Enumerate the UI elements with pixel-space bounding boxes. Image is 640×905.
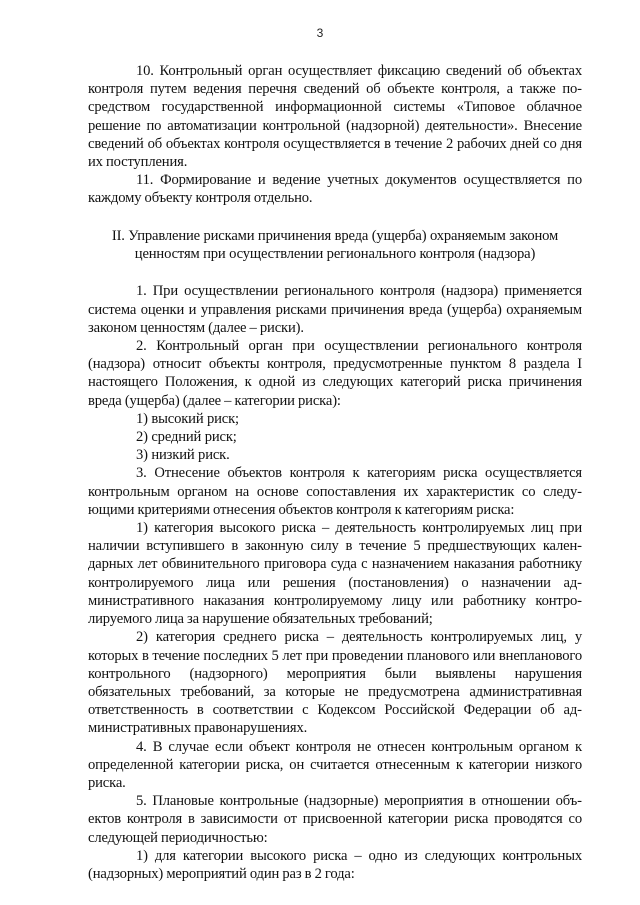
risk-category-low: 3) низкий риск. xyxy=(136,447,230,464)
paragraph-5-1: 1) для категории высокого риска – одно из следующих контрольных (надзорных) мероприятий один раз в 2 года: xyxy=(88,847,582,882)
paragraph-5: 5. Плановые контрольные (надзорные) мероприятия в отношении объектов контроля в зависимости от присвоенной категории риска проводятся со следующей периодичностью: xyxy=(88,793,582,846)
paragraph-10: 10. Контрольный орган осуществляет фиксацию сведений об объектах контроля путем ведения перечня сведений об объекте контроля, а также посредством государственной информационной системы «Типовое облачное решение по автоматизации контрольной (надзорной) деятельности». Внесение сведений об объектах контроля осуществляется в течение 2 рабочих дней со дня их поступления. xyxy=(88,63,582,171)
section-heading: II. Управление рисками причинения вреда (ущерба) охраняемым законом ценностям при осуществлении регионального контроля (надзора) xyxy=(111,227,559,263)
paragraph-3-2: 2) категория среднего риска – деятельность контролируемых лиц, у которых в течение последних 5 лет при проведении планового или внепланового контрольного (надзорного) мероприятия были выявлены нарушения обязательных требований, за которые не предусмотрена административная ответственность в соответствии с Кодексом Российской Федерации об административных правонарушениях. xyxy=(88,629,582,737)
page-number: 3 xyxy=(316,26,324,40)
paragraph-3-1: 1) категория высокого риска – деятельность контролируемых лиц при наличии вступившего в законную силу в течение 5 предшествующих календарных лет обвинительного приговора суда с назначением наказания работнику контролируемого лица или решения (постановления) о назначении административного наказания контролируемому лицу или работнику контролируемого лица за нарушение обязательных требований; xyxy=(88,520,582,628)
document-body xyxy=(88,62,582,883)
paragraph-11: 11. Формирование и ведение учетных документов осуществляется по каждому объекту контроля отдельно. xyxy=(88,172,582,207)
paragraph-4: 4. В случае если объект контроля не отнесен контрольным органом к определенной категории риска, он считается отнесенным к категории низкого риска. xyxy=(88,738,582,791)
paragraph-3: 3. Отнесение объектов контроля к категориям риска осуществляется контрольным органом на основе сопоставления их характеристик со следующими критериями отнесения объектов контроля к категориям риска: xyxy=(88,465,582,518)
paragraph-1: 1. При осуществлении регионального контроля (надзора) применяется система оценки и управления рисками причинения вреда (ущерба) охраняемым законом ценностям (далее – риски). xyxy=(88,283,582,336)
paragraph-2: 2. Контрольный орган при осуществлении регионального контроля (надзора) относит объекты контроля, предусмотренные пунктом 8 раздела I настоящего Положения, к одной из следующих категорий риска причинения вреда (ущерба) (далее – категории риска): xyxy=(88,338,582,409)
risk-category-high: 1) высокий риск; xyxy=(136,410,239,427)
risk-category-medium: 2) средний риск; xyxy=(136,429,237,446)
